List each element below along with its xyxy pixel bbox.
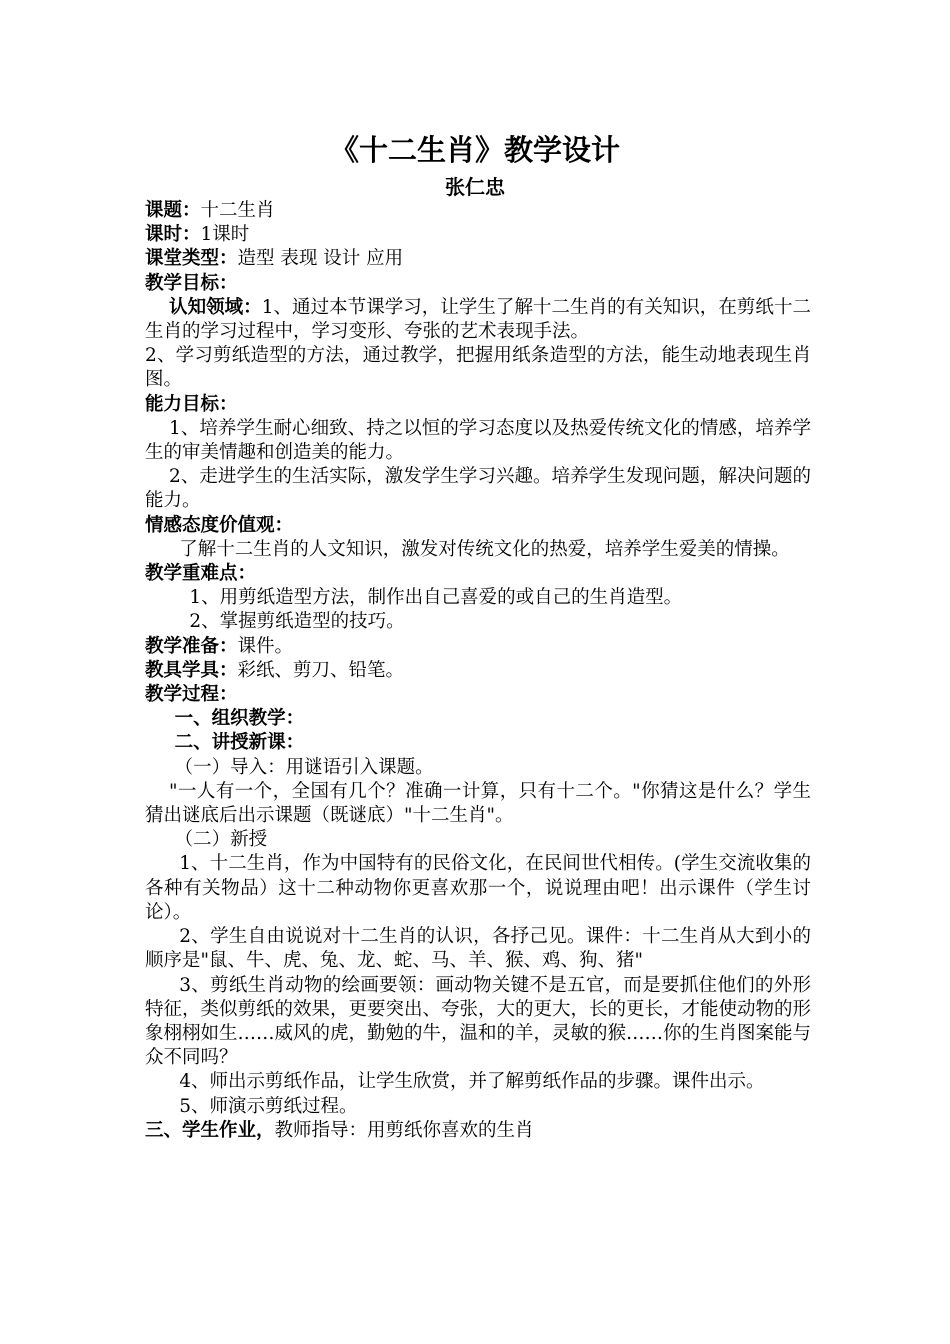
process-step-3-text: 教师指导：用剪纸你喜欢的生肖 bbox=[274, 1119, 534, 1141]
type-value: 造型 表现 设计 应用 bbox=[237, 248, 404, 270]
prep-line bbox=[145, 635, 811, 659]
process-heading: 教学过程： bbox=[145, 684, 238, 706]
type-line bbox=[145, 247, 811, 271]
key-points-heading: 教学重难点： bbox=[145, 563, 257, 585]
tools-value: 彩纸、剪刀、铅笔。 bbox=[237, 659, 405, 681]
process-step-3-label: 三、学生作业， bbox=[145, 1119, 275, 1141]
process-paragraph-1: 1、十二生肖，作为中国特有的民俗文化，在民间世代相传。(学生交流收集的各种有关物品）这十二种动物你更喜欢那一个，说说理由吧！出示课件（学生讨论）。 bbox=[145, 853, 811, 923]
goals-heading: 教学目标： bbox=[145, 272, 238, 294]
type-label: 课堂类型： bbox=[145, 248, 238, 270]
hours-line bbox=[145, 223, 811, 247]
process-new-lesson: （二）新授 bbox=[174, 829, 268, 851]
key-point-1: 1、用剪纸造型方法，制作出自己喜爱的或自己的生肖造型。 bbox=[189, 587, 683, 609]
process-paragraph-5: 5、师演示剪纸过程。 bbox=[179, 1095, 358, 1117]
document-body bbox=[145, 199, 811, 1143]
cognitive-text-1: 1、通过本节课学习，让学生了解十二生肖的有关知识，在剪纸十二生肖的学习过程中，学习变形、夸张的艺术表现手法。 bbox=[145, 296, 811, 343]
process-step-2: 二、讲授新课： bbox=[174, 732, 305, 754]
process-intro: （一）导入：用谜语引入课题。 bbox=[174, 756, 434, 778]
prep-label: 教学准备： bbox=[145, 635, 238, 657]
tools-label: 教具学具： bbox=[145, 659, 238, 681]
cognitive-paragraph bbox=[145, 296, 811, 344]
document-title: 《十二生肖》教学设计 bbox=[329, 133, 620, 167]
ability-item-2: 2、走进学生的生活实际，激发学生学习兴趣。培养学生发现问题，解决问题的能力。 bbox=[145, 466, 811, 512]
document-author: 张仁忠 bbox=[445, 175, 505, 199]
process-riddle: "一人有一个，全国有几个？准确一计算，只有十二个。"你猜这是什么？学生猜出谜底后出示课题（既谜底）"十二生肖"。 bbox=[145, 780, 811, 827]
emotion-text: 了解十二生肖的人文知识，激发对传统文化的热爱，培养学生爱美的情操。 bbox=[179, 538, 790, 560]
process-paragraph-2: 2、学生自由说说对十二生肖的认识，各抒己见。课件：十二生肖从大到小的顺序是"鼠、牛、虎、兔、龙、蛇、马、羊、猴、鸡、狗、猪" bbox=[145, 926, 811, 972]
topic-label: 课题： bbox=[145, 200, 201, 221]
process-step-3 bbox=[145, 1119, 811, 1143]
tools-line bbox=[145, 659, 811, 683]
topic-line bbox=[145, 199, 811, 223]
process-step-1: 一、组织教学： bbox=[174, 708, 305, 730]
key-point-2: 2、掌握剪纸造型的技巧。 bbox=[189, 611, 405, 633]
process-paragraph-3: 3、剪纸生肖动物的绘画要领：画动物关键不是五官，而是要抓住他们的外形特征，类似剪纸的效果，更要突出、夸张，大的更大，长的更长，才能使动物的形象栩栩如生……威风的虎，勤勉的牛，温和的羊，灵敏的猴……你的生肖图案能与众不同吗？ bbox=[145, 974, 812, 1069]
cognitive-text-2: 2、学习剪纸造型的方法，通过教学，把握用纸条造型的方法，能生动地表现生肖图。 bbox=[145, 345, 811, 391]
hours-value: 1课时 bbox=[200, 224, 250, 246]
prep-value: 课件。 bbox=[237, 635, 294, 657]
cognitive-label: 认知领域： bbox=[169, 296, 262, 318]
process-paragraph-4: 4、师出示剪纸作品，让学生欣赏，并了解剪纸作品的步骤。课件出示。 bbox=[179, 1071, 765, 1093]
ability-item-1: 1、培养学生耐心细致、持之以恒的学习态度以及热爱传统文化的情感，培养学生的审美情趣和创造美的能力。 bbox=[145, 417, 811, 464]
ability-heading: 能力目标： bbox=[145, 393, 238, 415]
emotion-heading: 情感态度价值观： bbox=[145, 514, 294, 536]
hours-label: 课时： bbox=[145, 224, 201, 246]
topic-value: 十二生肖 bbox=[200, 200, 275, 221]
